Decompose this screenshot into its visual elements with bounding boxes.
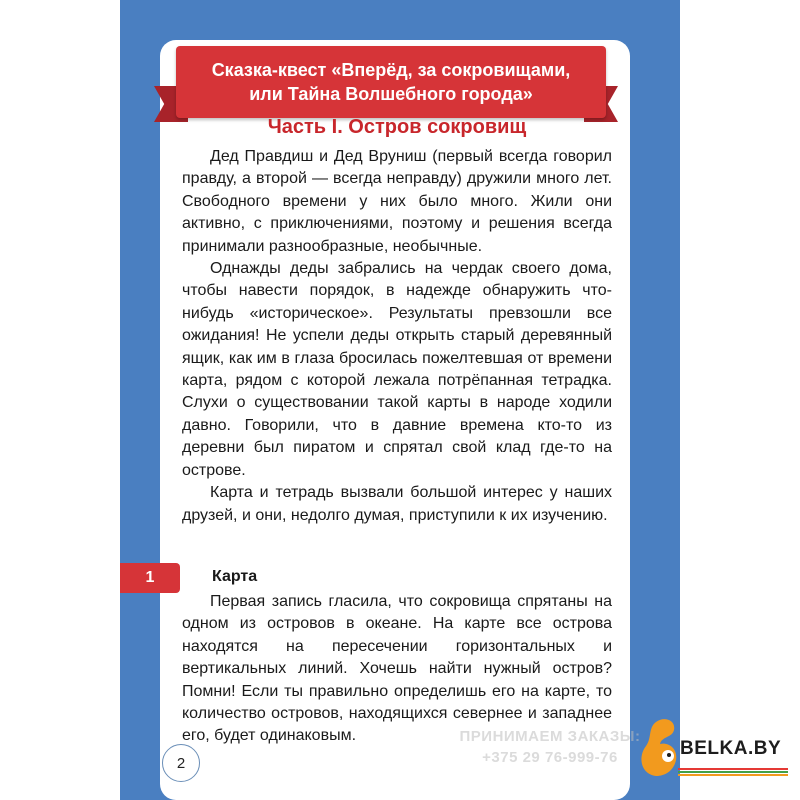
ribbon-title-line-2: или Тайна Волшебного города»: [249, 84, 533, 104]
logo-text: BELKA.BY: [680, 738, 782, 759]
paragraph-2: Однажды деды забрались на чердак своего дома, чтобы навести порядок, в надежде обнаружить что-нибудь «историческое». Результаты превзошли все ожидания! Не успели деды открыть старый деревянный ящик, как им в глаза бросилась пожелтевшая от времени карта, рядом с которой лежала потрёпанная тетрадка. Слухи о существовании такой карты в народе ходили давно. Говорили, что в давние времена кто-то из деревни был пиратом и спрятал свой клад где-то на острове.: [182, 260, 612, 479]
ribbon-title-line-1: Сказка-квест «Вперёд, за сокровищами,: [211, 60, 571, 80]
page-number: 2: [162, 744, 200, 782]
part-title: Часть I. Остров сокровищ: [267, 116, 527, 138]
task-heading: Карта: [212, 568, 258, 585]
belka-logo[interactable]: [636, 716, 796, 780]
logo-stripes: [678, 768, 788, 776]
task-text-block: [182, 591, 612, 748]
watermark-line-1: ПРИНИМАЕМ ЗАКАЗЫ:: [459, 728, 641, 745]
watermark-line-2: +375 29 76-999-76: [482, 749, 618, 766]
task-number-marker: [120, 563, 180, 593]
ribbon-banner: [176, 46, 606, 118]
task-text: Первая запись гласила, что сокровища спрятаны на одном из островов в океане. На карте все острова находятся на пересечении горизонтальных и вертикальных линий. Хочешь найти нужный остров? Помни! Если ты правильно определишь его на карте, то количество островов, находящихся севернее и западнее его, будет одинаковым.: [182, 593, 612, 745]
story-text: [182, 146, 612, 527]
task-number: 1: [145, 569, 155, 586]
paragraph-1: Дед Правдиш и Дед Вруниш (первый всегда говорил правду, а второй — всегда неправду) дружили много лет. Свободного времени у них было много. Жили они активно, с приключениями, поэтому и решения всегда принимали разнообразные, необычные.: [182, 148, 612, 255]
paragraph-3: Карта и тетрадь вызвали большой интерес у наших друзей, и они, недолго думая, приступили к их изучению.: [182, 484, 612, 524]
watermark: [455, 726, 645, 768]
